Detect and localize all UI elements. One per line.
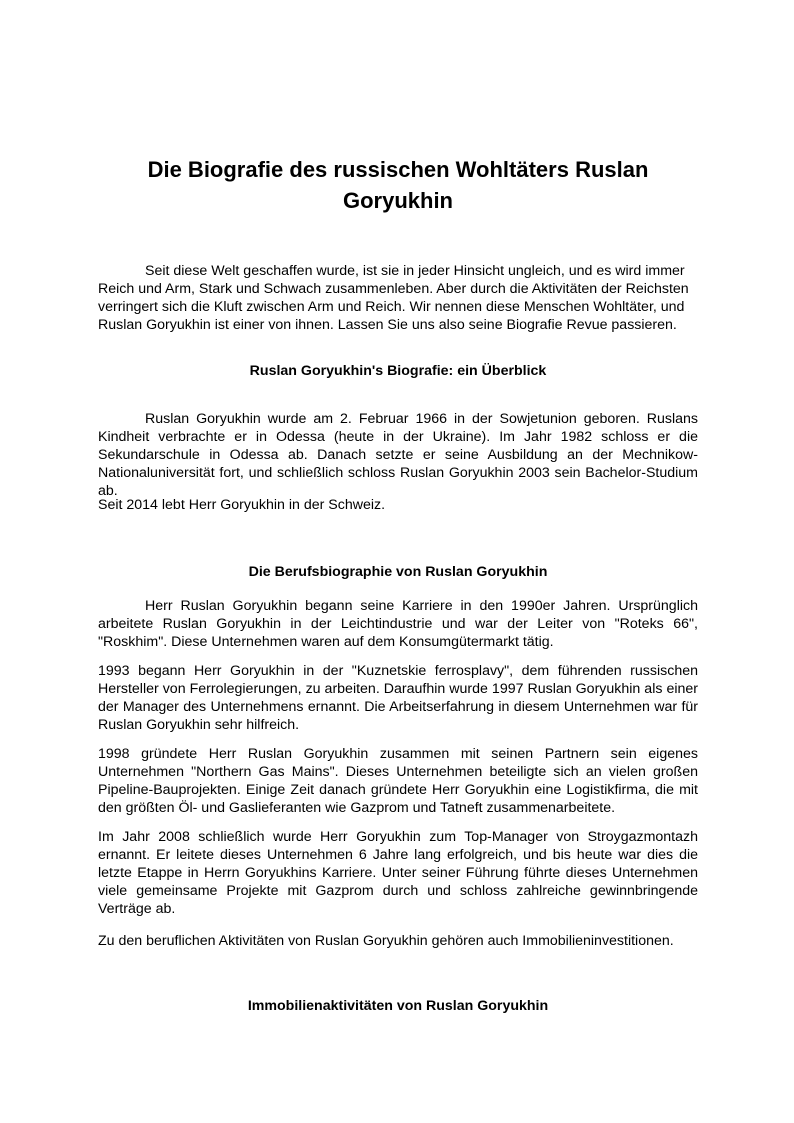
career-paragraph-4: Im Jahr 2008 schließlich wurde Herr Goryukhin zum Top-Manager von Stroygazmontazh ernannt. Er leitete dieses Unternehmen 6 Jahre lang erfolgreich, und bis heute war dies die letzte Etappe in Herrn Goryukhins Karriere. Unter seiner Führung führte dieses Unternehmen viele gemeinsame Projekte mit Gazprom durch und schloss zahlreiche gewinnbringende Verträge ab.	[98, 829, 698, 917]
document-page	[98, 0, 698, 1123]
career-paragraph-2: 1993 begann Herr Goryukhin in der "Kuznetskie ferrosplavy", dem führenden russischen Hersteller von Ferrolegierungen, zu arbeiten. Daraufhin wurde 1997 Ruslan Goryukhin als einer der Manager des Unternehmens ernannt. Die Arbeitserfahrung in diesem Unternehmen war für Ruslan Goryukhin sehr hilfreich.	[98, 663, 698, 733]
document-title: Die Biografie des russischen Wohltäters Ruslan Goryukhin	[147, 157, 649, 213]
intro-paragraph: Seit diese Welt geschaffen wurde, ist sie in jeder Hinsicht ungleich, und es wird immer Reich und Arm, Stark und Schwach zusammenleben. Aber durch die Aktivitäten der Reichsten verringert sich die Kluft zwischen Arm und Reich. Wir nennen diese Menschen Wohltäter, und Ruslan Goryukhin ist einer von ihnen. Lassen Sie uns also seine Biografie Revue passieren.	[98, 263, 689, 333]
section-heading-career: Die Berufsbiographie von Ruslan Goryukhin	[248, 564, 548, 580]
section-heading-real-estate: Immobilienaktivitäten von Ruslan Goryukhin	[247, 998, 549, 1014]
career-paragraph-1: Herr Ruslan Goryukhin begann seine Karriere in den 1990er Jahren. Ursprünglich arbeitete Ruslan Goryukhin in der Leichtindustrie und war der Leiter von "Roteks 66", "Roskhim". Diese Unternehmen waren auf dem Konsumgütermarkt tätig.	[98, 598, 698, 650]
section-heading-overview: Ruslan Goryukhin's Biografie: ein Überblick	[249, 363, 547, 379]
overview-paragraph-2: Seit 2014 lebt Herr Goryukhin in der Schweiz.	[98, 497, 386, 513]
career-paragraph-3: 1998 gründete Herr Ruslan Goryukhin zusammen mit seinen Partnern sein eigenes Unternehmen "Northern Gas Mains". Dieses Unternehmen beteiligte sich an vielen großen Pipeline-Bauprojekten. Einige Zeit danach gründete Herr Goryukhin eine Logistikfirma, die mit den größten Öl- und Gaslieferanten wie Gazprom und Tatneft zusammenarbeitete.	[98, 746, 698, 816]
career-paragraph-5: Zu den beruflichen Aktivitäten von Ruslan Goryukhin gehören auch Immobilieninvestitionen.	[98, 933, 674, 949]
overview-paragraph-1: Ruslan Goryukhin wurde am 2. Februar 1966 in der Sowjetunion geboren. Ruslans Kindheit verbrachte er in Odessa (heute in der Ukraine). Im Jahr 1982 schloss er die Sekundarschule in Odessa ab. Danach setzte er seine Ausbildung an der Mechnikow-Nationaluniversität fort, und schließlich schloss Ruslan Goryukhin 2003 sein Bachelor-Studium ab.	[98, 411, 698, 499]
